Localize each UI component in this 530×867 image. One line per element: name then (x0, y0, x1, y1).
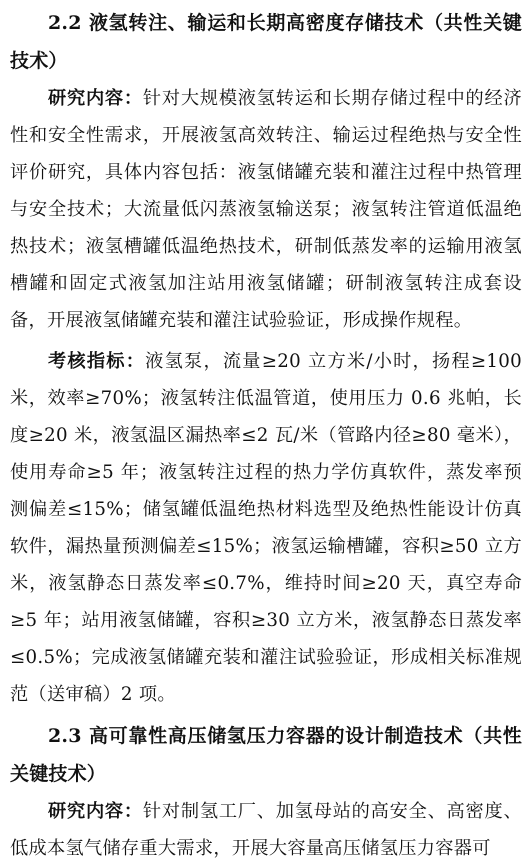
section-heading-2-2: 2.2 液氢转注、输运和长期高密度存储技术（共性关键技术） (10, 12, 522, 72)
assessment-index-paragraph-2-2 (10, 343, 522, 713)
research-content-label: 研究内容： (48, 88, 143, 109)
research-content-label: 研究内容： (48, 801, 143, 822)
research-content-paragraph-2-2 (10, 80, 522, 339)
research-content-paragraph-2-3 (10, 793, 522, 867)
research-content-text: 针对制氢工厂、加氢母站的高安全、高密度、低成本氢气储存重大需求，开展大容量高压储氢压力容器可 (10, 801, 522, 859)
assessment-index-label: 考核指标： (48, 351, 146, 372)
section-heading-2-3: 2.3 高可靠性高压储氢压力容器的设计制造技术（共性关键技术） (10, 725, 522, 785)
research-content-text: 针对大规模液氢转运和长期存储过程中的经济性和安全性需求，开展液氢高效转注、输运过程绝热与安全性评价研究，具体内容包括：液氢储罐充装和灌注过程中热管理与安全技术；大流量低闪蒸液氢输送泵；液氢转注管道低温绝热技术；液氢槽罐低温绝热技术，研制低蒸发率的运输用液氢槽罐和固定式液氢加注站用液氢储罐；研制液氢转注成套设备，开展液氢储罐充装和灌注试验验证，形成操作规程。 (10, 88, 522, 331)
assessment-index-text: 液氢泵，流量≥20 立方米/小时，扬程≥100 米，效率≥70%；液氢转注低温管道，使用压力 0.6 兆帕，长度≥20 米，液氢温区漏热率≤2 瓦/米（管路内径≥80 毫米），使用寿命≥5 年；液氢转注过程的热力学仿真软件，蒸发率预测偏差≤15%；储氢罐低温绝热材料选型及绝热性能设计仿真软件，漏热量预测偏差≤15%；液氢运输槽罐，容积≥50 立方米，液氢静态日蒸发率≤0.7%，维持时间≥20 天，真空寿命≥5 年；站用液氢储罐，容积≥30 立方米，液氢静态日蒸发率≤0.5%；完成液氢储罐充装和灌注试验验证，形成相关标准规范（送审稿）2 项。 (10, 351, 522, 705)
